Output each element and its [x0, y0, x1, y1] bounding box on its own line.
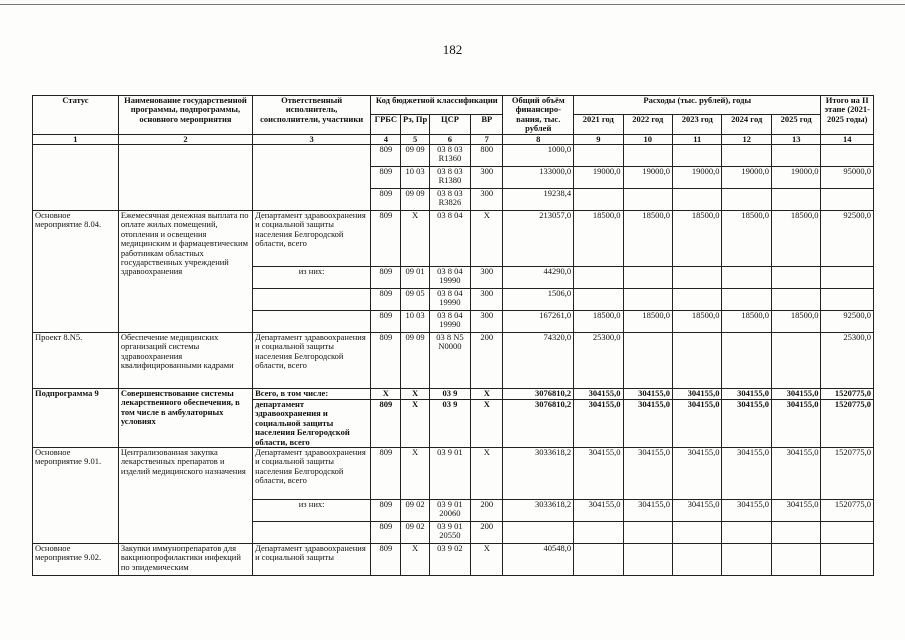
itogo-cell	[821, 289, 874, 311]
grbs-cell: 809	[371, 211, 401, 267]
header-csr: ЦСР	[429, 115, 470, 134]
y2023-cell: 304155,0	[673, 448, 722, 500]
status-cell: Основное мероприятие 8.04.	[33, 211, 119, 333]
col-number: 4	[371, 134, 401, 144]
grbs-cell: 809	[371, 267, 401, 289]
status-cell: Подпрограмма 9	[33, 389, 119, 448]
y2025-cell: 304155,0	[771, 500, 820, 522]
csr-cell: 03 8 03 R1380	[429, 167, 470, 189]
y2024-cell	[722, 267, 771, 289]
col-number: 12	[722, 134, 771, 144]
col-number: 13	[771, 134, 820, 144]
itogo-cell: 92500,0	[821, 311, 874, 333]
rz-cell: 09 09	[401, 333, 429, 389]
grbs-cell: 809	[371, 544, 401, 576]
grbs-cell: 809	[371, 289, 401, 311]
name-cell: Закупки иммунопрепаратов для вакцинопрофилактики инфекций по эпидемическим	[118, 544, 252, 576]
grbs-cell: 809	[371, 145, 401, 167]
y2023-cell: 18500,0	[673, 311, 722, 333]
status-cell: Основное мероприятие 9.01.	[33, 448, 119, 544]
y2023-cell	[673, 289, 722, 311]
page-number: 182	[442, 42, 463, 57]
total-cell: 40548,0	[503, 544, 574, 576]
y2023-cell	[673, 267, 722, 289]
total-cell: 213057,0	[503, 211, 574, 267]
header-status: Статус	[33, 96, 119, 135]
rz-cell: 10 03	[401, 311, 429, 333]
grbs-cell: 809	[371, 311, 401, 333]
csr-cell: 03 8 03 R1360	[429, 145, 470, 167]
csr-cell: 03 8 04 19990	[429, 311, 470, 333]
y2025-cell: 304155,0	[771, 400, 820, 448]
csr-cell: 03 9 01 20060	[429, 500, 470, 522]
header-2024: 2024 год	[722, 115, 771, 134]
y2025-cell	[771, 289, 820, 311]
responsible-cell	[253, 145, 371, 211]
col-number: 1	[33, 134, 119, 144]
responsible-cell: Департамент здравоохранения и социальной защиты населения Белгородской области, всего	[253, 211, 371, 267]
table-row	[33, 389, 874, 400]
rz-cell: Х	[401, 389, 429, 400]
grbs-cell: 809	[371, 333, 401, 389]
vr-cell: 200	[471, 333, 503, 389]
col-number: 7	[471, 134, 503, 144]
responsible-cell	[253, 289, 371, 311]
responsible-cell: департамент здравоохранения и социальной защиты населения Белгородской области, всего	[253, 400, 371, 448]
y2024-cell	[722, 145, 771, 167]
rz-cell: 10 03	[401, 167, 429, 189]
rz-cell: 09 09	[401, 145, 429, 167]
header-responsible: Ответственный исполнитель, соисполнители, участники	[253, 96, 371, 135]
y2021-cell: 25300,0	[574, 333, 623, 389]
y2024-cell: 19000,0	[722, 167, 771, 189]
y2023-cell: 304155,0	[673, 400, 722, 448]
header-vr: ВР	[471, 115, 503, 134]
total-cell: 44290,0	[503, 267, 574, 289]
y2021-cell: 19000,0	[574, 167, 623, 189]
y2025-cell: 304155,0	[771, 448, 820, 500]
y2022-cell	[623, 544, 672, 576]
name-cell: Совершенствование системы лекарственного обеспечения, в том числе в амбулаторных условиях	[118, 389, 252, 448]
header-grbs: ГРБС	[371, 115, 401, 134]
itogo-cell: 95000,0	[821, 167, 874, 189]
header-2022: 2022 год	[623, 115, 672, 134]
y2024-cell	[722, 289, 771, 311]
responsible-cell: из них:	[253, 267, 371, 289]
responsible-cell: Департамент здравоохранения и социальной защиты населения Белгородской области, всего	[253, 333, 371, 389]
header-name: Наименование государственной программы, подпрограммы, основного мероприятия	[118, 96, 252, 135]
table-row	[33, 145, 874, 167]
csr-cell: 03 9	[429, 389, 470, 400]
table-row	[33, 544, 874, 576]
y2022-cell	[623, 289, 672, 311]
y2025-cell	[771, 189, 820, 211]
y2022-cell: 304155,0	[623, 400, 672, 448]
grbs-cell: 809	[371, 167, 401, 189]
y2021-cell	[574, 267, 623, 289]
y2022-cell	[623, 189, 672, 211]
vr-cell: 200	[471, 500, 503, 522]
col-number: 14	[821, 134, 874, 144]
y2025-cell: 18500,0	[771, 211, 820, 267]
status-cell	[33, 145, 119, 211]
col-number: 11	[673, 134, 722, 144]
grbs-cell: 809	[371, 400, 401, 448]
y2024-cell: 304155,0	[722, 400, 771, 448]
y2023-cell	[673, 189, 722, 211]
grbs-cell: 809	[371, 189, 401, 211]
y2021-cell	[574, 145, 623, 167]
total-cell: 1000,0	[503, 145, 574, 167]
csr-cell: 03 9 01 20550	[429, 522, 470, 544]
vr-cell: 300	[471, 267, 503, 289]
y2024-cell	[722, 522, 771, 544]
vr-cell: Х	[471, 544, 503, 576]
col-number: 9	[574, 134, 623, 144]
y2022-cell	[623, 145, 672, 167]
csr-cell: 03 8 04	[429, 211, 470, 267]
rz-cell: 09 05	[401, 289, 429, 311]
y2024-cell	[722, 189, 771, 211]
y2021-cell	[574, 544, 623, 576]
col-number: 10	[623, 134, 672, 144]
y2024-cell	[722, 333, 771, 389]
y2023-cell	[673, 145, 722, 167]
y2021-cell: 304155,0	[574, 500, 623, 522]
vr-cell: Х	[471, 448, 503, 500]
responsible-cell: Департамент здравоохранения и социальной защиты	[253, 544, 371, 576]
itogo-cell	[821, 522, 874, 544]
y2025-cell: 18500,0	[771, 311, 820, 333]
grbs-cell: 809	[371, 448, 401, 500]
rz-cell: Х	[401, 448, 429, 500]
total-cell: 19238,4	[503, 189, 574, 211]
y2021-cell: 18500,0	[574, 311, 623, 333]
y2025-cell	[771, 267, 820, 289]
total-cell: 133000,0	[503, 167, 574, 189]
header-total-fin: Общий объём финансиро-вания, тыс. рублей	[503, 96, 574, 135]
vr-cell: 200	[471, 522, 503, 544]
y2022-cell	[623, 333, 672, 389]
col-number: 8	[503, 134, 574, 144]
csr-cell: 03 9 02	[429, 544, 470, 576]
header-itogo: Итого на II этапе (2021-2025 годы)	[821, 96, 874, 135]
vr-cell: 800	[471, 145, 503, 167]
vr-cell: Х	[471, 400, 503, 448]
csr-cell: 03 9	[429, 400, 470, 448]
vr-cell: 300	[471, 289, 503, 311]
vr-cell: 300	[471, 311, 503, 333]
y2023-cell: 19000,0	[673, 167, 722, 189]
rz-cell: Х	[401, 544, 429, 576]
itogo-cell	[821, 267, 874, 289]
status-cell: Основное мероприятие 9.02.	[33, 544, 119, 576]
y2024-cell: 304155,0	[722, 500, 771, 522]
vr-cell: 300	[471, 189, 503, 211]
rz-cell: Х	[401, 400, 429, 448]
y2023-cell	[673, 522, 722, 544]
rz-cell: 09 09	[401, 189, 429, 211]
name-cell	[118, 145, 252, 211]
y2022-cell	[623, 267, 672, 289]
csr-cell: 03 8 04 19990	[429, 267, 470, 289]
y2025-cell	[771, 544, 820, 576]
csr-cell: 03 9 01	[429, 448, 470, 500]
table-row	[33, 211, 874, 267]
y2024-cell: 18500,0	[722, 311, 771, 333]
y2022-cell: 18500,0	[623, 211, 672, 267]
y2025-cell: 19000,0	[771, 167, 820, 189]
header-expenses: Расходы (тыс. рублей), годы	[574, 96, 821, 115]
header-2023: 2023 год	[673, 115, 722, 134]
y2024-cell: 304155,0	[722, 389, 771, 400]
y2021-cell: 18500,0	[574, 211, 623, 267]
scan-edge-line	[0, 4, 905, 5]
y2021-cell	[574, 522, 623, 544]
total-cell: 3076810,2	[503, 389, 574, 400]
csr-cell: 03 8 04 19990	[429, 289, 470, 311]
col-number: 5	[401, 134, 429, 144]
y2024-cell: 18500,0	[722, 211, 771, 267]
itogo-cell: 1520775,0	[821, 389, 874, 400]
y2023-cell	[673, 544, 722, 576]
itogo-cell: 1520775,0	[821, 500, 874, 522]
y2022-cell: 304155,0	[623, 448, 672, 500]
col-number: 6	[429, 134, 470, 144]
col-number: 2	[118, 134, 252, 144]
header-rz: Рз, Пр	[401, 115, 429, 134]
y2022-cell: 19000,0	[623, 167, 672, 189]
grbs-cell: 809	[371, 500, 401, 522]
total-cell: 167261,0	[503, 311, 574, 333]
itogo-cell	[821, 145, 874, 167]
rz-cell: 09 02	[401, 522, 429, 544]
total-cell: 3076810,2	[503, 400, 574, 448]
itogo-cell	[821, 189, 874, 211]
y2025-cell	[771, 145, 820, 167]
y2023-cell	[673, 333, 722, 389]
name-cell: Централизованная закупка лекарственных препаратов и изделий медицинского назначения	[118, 448, 252, 544]
itogo-cell: 1520775,0	[821, 400, 874, 448]
table-row	[33, 448, 874, 500]
csr-cell: 03 8 N5 N0000	[429, 333, 470, 389]
rz-cell: 09 02	[401, 500, 429, 522]
header-budget-code: Код бюджетной классификации	[371, 96, 503, 115]
total-cell: 3033618,2	[503, 500, 574, 522]
y2021-cell	[574, 189, 623, 211]
csr-cell: 03 8 03 R3826	[429, 189, 470, 211]
itogo-cell: 1520775,0	[821, 448, 874, 500]
y2021-cell: 304155,0	[574, 389, 623, 400]
y2022-cell: 304155,0	[623, 389, 672, 400]
responsible-cell: из них:	[253, 500, 371, 522]
y2025-cell: 304155,0	[771, 389, 820, 400]
total-cell: 1506,0	[503, 289, 574, 311]
responsible-cell: Всего, в том числе:	[253, 389, 371, 400]
name-cell: Обеспечение медицинских организаций системы здравоохранения квалифицированными кадрами	[118, 333, 252, 389]
y2022-cell	[623, 522, 672, 544]
responsible-cell	[253, 311, 371, 333]
table-row	[33, 333, 874, 389]
responsible-cell: Департамент здравоохранения и социальной защиты населения Белгородской области, всего	[253, 448, 371, 500]
grbs-cell: 809	[371, 522, 401, 544]
grbs-cell: Х	[371, 389, 401, 400]
y2021-cell: 304155,0	[574, 448, 623, 500]
total-cell: 74320,0	[503, 333, 574, 389]
itogo-cell	[821, 544, 874, 576]
budget-table	[32, 95, 874, 576]
y2021-cell	[574, 289, 623, 311]
itogo-cell: 92500,0	[821, 211, 874, 267]
y2024-cell	[722, 544, 771, 576]
y2025-cell	[771, 333, 820, 389]
itogo-cell: 25300,0	[821, 333, 874, 389]
col-number: 3	[253, 134, 371, 144]
header-2021: 2021 год	[574, 115, 623, 134]
vr-cell: Х	[471, 389, 503, 400]
y2022-cell: 18500,0	[623, 311, 672, 333]
rz-cell: Х	[401, 211, 429, 267]
total-cell: 3033618,2	[503, 448, 574, 500]
vr-cell: Х	[471, 211, 503, 267]
name-cell: Ежемесячная денежная выплата по оплате жилых помещений, отопления и освещения медицинским и фармацевтическим работникам областных государственных учреждений здравоохранения	[118, 211, 252, 333]
rz-cell: 09 01	[401, 267, 429, 289]
y2023-cell: 304155,0	[673, 389, 722, 400]
y2023-cell: 304155,0	[673, 500, 722, 522]
y2025-cell	[771, 522, 820, 544]
responsible-cell	[253, 522, 371, 544]
y2021-cell: 304155,0	[574, 400, 623, 448]
vr-cell: 300	[471, 167, 503, 189]
y2022-cell: 304155,0	[623, 500, 672, 522]
total-cell	[503, 522, 574, 544]
status-cell: Проект 8.N5.	[33, 333, 119, 389]
y2023-cell: 18500,0	[673, 211, 722, 267]
header-2025: 2025 год	[771, 115, 820, 134]
y2024-cell: 304155,0	[722, 448, 771, 500]
